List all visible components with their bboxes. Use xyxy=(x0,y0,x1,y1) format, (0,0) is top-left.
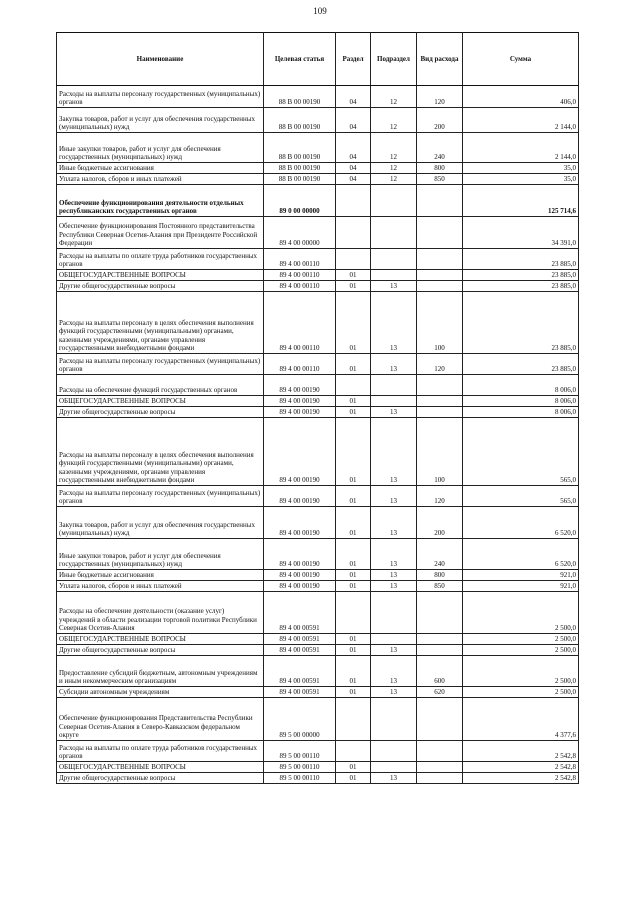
cell-sum: 565,0 xyxy=(463,486,579,507)
cell-subsection xyxy=(371,592,417,634)
cell-expense-type: 800 xyxy=(417,163,463,174)
cell-name: Иные закупки товаров, работ и услуг для обеспечения государственных (муниципальных) нужд xyxy=(57,133,264,163)
cell-sum: 6 520,0 xyxy=(463,539,579,570)
cell-section: 01 xyxy=(336,773,371,784)
cell-section: 04 xyxy=(336,133,371,163)
cell-name: Иные бюджетные ассигнования xyxy=(57,570,264,581)
cell-name: Обеспечение функционирования деятельности отдельных республиканских государственных органов xyxy=(57,185,264,217)
cell-sum: 6 520,0 xyxy=(463,507,579,539)
cell-subsection xyxy=(371,375,417,396)
cell-name: Расходы на обеспечение функций государственных органов xyxy=(57,375,264,396)
cell-name: Расходы на выплаты персоналу государственных (муниципальных) органов xyxy=(57,486,264,507)
cell-sum: 921,0 xyxy=(463,570,579,581)
cell-section: 01 xyxy=(336,687,371,698)
table-row xyxy=(57,108,579,133)
cell-expense-type xyxy=(417,396,463,407)
cell-sum: 35,0 xyxy=(463,174,579,185)
cell-subsection xyxy=(371,270,417,281)
cell-target-article: 88 В 00 00190 xyxy=(264,86,336,108)
cell-expense-type: 120 xyxy=(417,354,463,375)
cell-target-article: 89 4 00 00190 xyxy=(264,539,336,570)
cell-expense-type xyxy=(417,270,463,281)
cell-section: 01 xyxy=(336,407,371,418)
cell-section xyxy=(336,698,371,741)
cell-subsection: 13 xyxy=(371,507,417,539)
cell-subsection: 13 xyxy=(371,645,417,656)
cell-section: 01 xyxy=(336,507,371,539)
page-number: 109 xyxy=(313,6,327,16)
cell-expense-type: 120 xyxy=(417,486,463,507)
cell-expense-type: 850 xyxy=(417,581,463,592)
cell-subsection: 13 xyxy=(371,281,417,292)
table-row xyxy=(57,656,579,687)
cell-name: Расходы на выплаты персоналу в целях обеспечения выполнения функций государственными (муниципальными) органами, казенными учреждениями, органами управления государственными внебюджетными фондами xyxy=(57,292,264,354)
cell-section: 01 xyxy=(336,645,371,656)
cell-target-article: 89 4 00 00110 xyxy=(264,281,336,292)
table-row xyxy=(57,174,579,185)
cell-expense-type xyxy=(417,375,463,396)
cell-subsection: 13 xyxy=(371,773,417,784)
table-row xyxy=(57,163,579,174)
table-row xyxy=(57,698,579,741)
cell-subsection: 12 xyxy=(371,133,417,163)
cell-name: Субсидии автономным учреждениям xyxy=(57,687,264,698)
cell-name: Предоставление субсидий бюджетным, автономным учреждениям и иным некоммерческим организациям xyxy=(57,656,264,687)
table-row xyxy=(57,687,579,698)
table-row xyxy=(57,270,579,281)
table-row xyxy=(57,249,579,270)
table-row xyxy=(57,354,579,375)
cell-target-article: 89 5 00 00110 xyxy=(264,773,336,784)
cell-target-article: 89 4 00 00190 xyxy=(264,418,336,486)
cell-expense-type: 100 xyxy=(417,292,463,354)
cell-name: Обеспечение функционирования Постоянного представительства Республики Северная Осетия-Алания при Президенте Российской Федерации xyxy=(57,217,264,249)
cell-expense-type: 600 xyxy=(417,656,463,687)
cell-target-article: 89 4 00 00591 xyxy=(264,592,336,634)
column-header-subsection: Подраздел xyxy=(371,33,417,86)
cell-sum: 125 714,6 xyxy=(463,185,579,217)
cell-expense-type xyxy=(417,217,463,249)
cell-target-article: 89 4 00 00591 xyxy=(264,645,336,656)
cell-section xyxy=(336,185,371,217)
cell-expense-type: 100 xyxy=(417,418,463,486)
table-row xyxy=(57,133,579,163)
table-row xyxy=(57,762,579,773)
table-row xyxy=(57,217,579,249)
cell-section xyxy=(336,741,371,762)
cell-subsection: 13 xyxy=(371,407,417,418)
cell-name: ОБЩЕГОСУДАРСТВЕННЫЕ ВОПРОСЫ xyxy=(57,396,264,407)
cell-section: 01 xyxy=(336,656,371,687)
cell-name: Другие общегосударственные вопросы xyxy=(57,645,264,656)
table-row xyxy=(57,407,579,418)
cell-subsection: 13 xyxy=(371,418,417,486)
cell-target-article: 88 В 00 00190 xyxy=(264,163,336,174)
cell-subsection: 13 xyxy=(371,570,417,581)
cell-name: Иные закупки товаров, работ и услуг для обеспечения государственных (муниципальных) нужд xyxy=(57,539,264,570)
cell-name: Расходы на обеспечение деятельности (оказание услуг) учреждений в области реализации торговой политики Республики Северная Осетия-Алания xyxy=(57,592,264,634)
cell-target-article: 89 5 00 00000 xyxy=(264,698,336,741)
cell-section: 01 xyxy=(336,354,371,375)
cell-subsection: 12 xyxy=(371,86,417,108)
cell-section: 04 xyxy=(336,174,371,185)
cell-expense-type: 120 xyxy=(417,86,463,108)
cell-section xyxy=(336,217,371,249)
cell-expense-type xyxy=(417,281,463,292)
cell-expense-type: 240 xyxy=(417,539,463,570)
table-row xyxy=(57,396,579,407)
cell-sum: 406,0 xyxy=(463,86,579,108)
cell-sum: 2 144,0 xyxy=(463,133,579,163)
cell-sum: 2 500,0 xyxy=(463,656,579,687)
cell-sum: 2 500,0 xyxy=(463,645,579,656)
cell-sum: 23 885,0 xyxy=(463,292,579,354)
cell-name: Расходы на выплаты по оплате труда работников государственных органов xyxy=(57,249,264,270)
cell-target-article: 89 4 00 00190 xyxy=(264,581,336,592)
cell-name: Уплата налогов, сборов и иных платежей xyxy=(57,581,264,592)
cell-section: 01 xyxy=(336,570,371,581)
cell-section: 01 xyxy=(336,281,371,292)
column-header-name: Наименование xyxy=(57,33,264,86)
column-header-section: Раздел xyxy=(336,33,371,86)
cell-expense-type xyxy=(417,634,463,645)
cell-subsection xyxy=(371,741,417,762)
cell-section xyxy=(336,249,371,270)
table-row xyxy=(57,86,579,108)
cell-target-article: 89 4 00 00110 xyxy=(264,354,336,375)
cell-sum: 8 006,0 xyxy=(463,396,579,407)
cell-section xyxy=(336,592,371,634)
cell-section: 01 xyxy=(336,634,371,645)
cell-sum: 23 885,0 xyxy=(463,281,579,292)
cell-target-article: 88 В 00 00190 xyxy=(264,108,336,133)
cell-sum: 4 377,6 xyxy=(463,698,579,741)
cell-sum: 23 885,0 xyxy=(463,270,579,281)
cell-expense-type xyxy=(417,407,463,418)
table-row xyxy=(57,418,579,486)
cell-sum: 2 542,8 xyxy=(463,762,579,773)
cell-subsection xyxy=(371,185,417,217)
cell-expense-type xyxy=(417,762,463,773)
column-header-sum: Сумма xyxy=(463,33,579,86)
cell-expense-type xyxy=(417,592,463,634)
cell-section: 04 xyxy=(336,163,371,174)
cell-section: 01 xyxy=(336,581,371,592)
cell-subsection: 13 xyxy=(371,656,417,687)
cell-name: ОБЩЕГОСУДАРСТВЕННЫЕ ВОПРОСЫ xyxy=(57,762,264,773)
table-header xyxy=(57,33,579,86)
table-row xyxy=(57,185,579,217)
table-body xyxy=(57,86,579,784)
cell-name: ОБЩЕГОСУДАРСТВЕННЫЕ ВОПРОСЫ xyxy=(57,634,264,645)
cell-section: 01 xyxy=(336,762,371,773)
cell-sum: 23 885,0 xyxy=(463,249,579,270)
cell-name: Иные бюджетные ассигнования xyxy=(57,163,264,174)
table-row xyxy=(57,292,579,354)
cell-subsection: 12 xyxy=(371,163,417,174)
cell-target-article: 89 0 00 00000 xyxy=(264,185,336,217)
cell-expense-type xyxy=(417,645,463,656)
cell-expense-type: 620 xyxy=(417,687,463,698)
cell-sum: 2 542,8 xyxy=(463,741,579,762)
cell-sum: 35,0 xyxy=(463,163,579,174)
cell-target-article: 89 4 00 00190 xyxy=(264,396,336,407)
cell-name: Другие общегосударственные вопросы xyxy=(57,407,264,418)
cell-target-article: 89 4 00 00110 xyxy=(264,292,336,354)
cell-target-article: 89 4 00 00190 xyxy=(264,570,336,581)
cell-name: Расходы на выплаты персоналу государственных (муниципальных) органов xyxy=(57,86,264,108)
table-row xyxy=(57,281,579,292)
cell-subsection: 12 xyxy=(371,174,417,185)
cell-subsection xyxy=(371,762,417,773)
cell-section xyxy=(336,375,371,396)
cell-expense-type xyxy=(417,773,463,784)
column-header-expense-type: Вид расхода xyxy=(417,33,463,86)
cell-expense-type: 240 xyxy=(417,133,463,163)
cell-sum: 565,0 xyxy=(463,418,579,486)
cell-section: 04 xyxy=(336,86,371,108)
cell-target-article: 89 4 00 00190 xyxy=(264,507,336,539)
cell-expense-type: 200 xyxy=(417,108,463,133)
cell-subsection: 13 xyxy=(371,292,417,354)
cell-sum: 23 885,0 xyxy=(463,354,579,375)
table-row xyxy=(57,634,579,645)
cell-target-article: 89 4 00 00110 xyxy=(264,249,336,270)
cell-expense-type xyxy=(417,249,463,270)
table-row xyxy=(57,486,579,507)
table-row xyxy=(57,773,579,784)
cell-subsection: 13 xyxy=(371,354,417,375)
cell-target-article: 89 5 00 00110 xyxy=(264,741,336,762)
table-row xyxy=(57,539,579,570)
cell-target-article: 88 В 00 00190 xyxy=(264,174,336,185)
table-row xyxy=(57,645,579,656)
cell-target-article: 89 4 00 00591 xyxy=(264,687,336,698)
cell-name: Уплата налогов, сборов и иных платежей xyxy=(57,174,264,185)
cell-name: Расходы на выплаты по оплате труда работников государственных органов xyxy=(57,741,264,762)
table-row xyxy=(57,375,579,396)
table-row xyxy=(57,741,579,762)
cell-expense-type: 800 xyxy=(417,570,463,581)
cell-section: 01 xyxy=(336,292,371,354)
cell-section: 01 xyxy=(336,539,371,570)
cell-sum: 8 006,0 xyxy=(463,407,579,418)
cell-section: 04 xyxy=(336,108,371,133)
cell-subsection xyxy=(371,698,417,741)
cell-sum: 2 500,0 xyxy=(463,592,579,634)
cell-target-article: 89 4 00 00000 xyxy=(264,217,336,249)
cell-subsection xyxy=(371,217,417,249)
cell-name: Обеспечение функционирования Представительства Республики Северная Осетия-Алания в Северо-Кавказском федеральном округе xyxy=(57,698,264,741)
cell-subsection: 12 xyxy=(371,108,417,133)
cell-subsection xyxy=(371,396,417,407)
cell-target-article: 89 4 00 00591 xyxy=(264,634,336,645)
table-row xyxy=(57,507,579,539)
table-row xyxy=(57,570,579,581)
cell-sum: 34 391,0 xyxy=(463,217,579,249)
cell-name: Закупка товаров, работ и услуг для обеспечения государственных (муниципальных) нужд xyxy=(57,108,264,133)
cell-expense-type: 200 xyxy=(417,507,463,539)
cell-name: Закупка товаров, работ и услуг для обеспечения государственных (муниципальных) нужд xyxy=(57,507,264,539)
budget-table xyxy=(56,32,579,784)
cell-expense-type: 850 xyxy=(417,174,463,185)
cell-name: Расходы на выплаты персоналу в целях обеспечения выполнения функций государственными (муниципальными) органами, казенными учреждениями, органами управления государственными внебюджетными фондами xyxy=(57,418,264,486)
table-row xyxy=(57,592,579,634)
cell-section: 01 xyxy=(336,396,371,407)
table-row xyxy=(57,581,579,592)
cell-name: Другие общегосударственные вопросы xyxy=(57,281,264,292)
cell-target-article: 88 В 00 00190 xyxy=(264,133,336,163)
cell-sum: 2 542,8 xyxy=(463,773,579,784)
cell-target-article: 89 4 00 00190 xyxy=(264,375,336,396)
cell-section: 01 xyxy=(336,418,371,486)
cell-target-article: 89 4 00 00190 xyxy=(264,486,336,507)
cell-expense-type xyxy=(417,185,463,217)
cell-section: 01 xyxy=(336,270,371,281)
cell-subsection: 13 xyxy=(371,539,417,570)
cell-name: ОБЩЕГОСУДАРСТВЕННЫЕ ВОПРОСЫ xyxy=(57,270,264,281)
cell-target-article: 89 4 00 00110 xyxy=(264,270,336,281)
cell-name: Расходы на выплаты персоналу государственных (муниципальных) органов xyxy=(57,354,264,375)
cell-subsection: 13 xyxy=(371,687,417,698)
column-header-target-article: Целевая статья xyxy=(264,33,336,86)
cell-sum: 921,0 xyxy=(463,581,579,592)
cell-expense-type xyxy=(417,698,463,741)
cell-subsection: 13 xyxy=(371,581,417,592)
cell-expense-type xyxy=(417,741,463,762)
cell-target-article: 89 4 00 00591 xyxy=(264,656,336,687)
cell-subsection xyxy=(371,634,417,645)
cell-sum: 2 144,0 xyxy=(463,108,579,133)
cell-target-article: 89 5 00 00110 xyxy=(264,762,336,773)
cell-sum: 2 500,0 xyxy=(463,634,579,645)
header-row xyxy=(57,33,579,86)
cell-subsection: 13 xyxy=(371,486,417,507)
cell-sum: 8 006,0 xyxy=(463,375,579,396)
cell-target-article: 89 4 00 00190 xyxy=(264,407,336,418)
cell-section: 01 xyxy=(336,486,371,507)
cell-sum: 2 500,0 xyxy=(463,687,579,698)
cell-name: Другие общегосударственные вопросы xyxy=(57,773,264,784)
cell-subsection xyxy=(371,249,417,270)
